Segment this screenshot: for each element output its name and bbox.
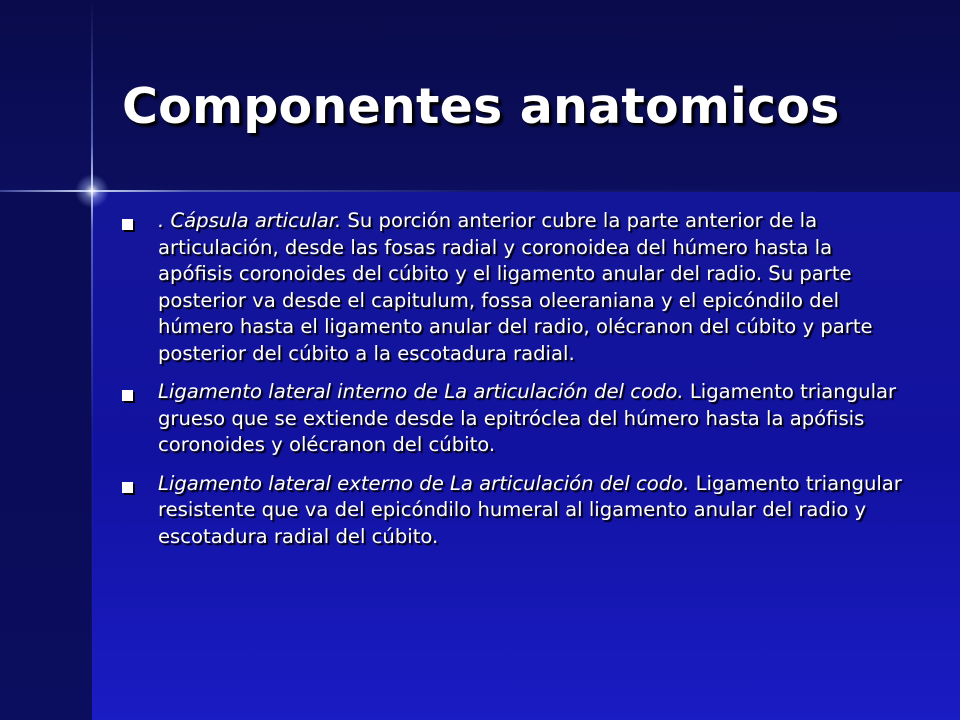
bullet-lead: . Cápsula articular.: [158, 209, 342, 232]
sparkle-icon: [72, 171, 112, 211]
bullet-body: Ligamento triangular grueso que se extiende desde la epitróclea del húmero hasta la apófisis coronoides y olécranon del cúbito.: [158, 380, 897, 456]
bullet-body: Ligamento triangular resistente que va del epicóndilo humeral al ligamento anular del radio y escotadura radial del cúbito.: [158, 471, 902, 548]
slide-left-band: [0, 192, 92, 720]
square-bullet-icon: [122, 390, 133, 401]
bullet-item-ligamento-interno: [120, 379, 910, 459]
decorative-horizontal-line: [0, 190, 960, 192]
bullet-item-capsula: [120, 208, 910, 367]
bullet-body: Su porción anterior cubre la parte anterior de la articulación, desde las fosas radial y coronoidea del húmero hasta la apófisis coronoides del cúbito y el ligamento anular del radio. Su parte posterior va desde el capitulum, fossa oleeraniana y el epicóndilo del húmero hasta el ligamento anular del radio, olécranon del cúbito y parte posterior del cúbito a la escotadura radial.: [158, 209, 873, 365]
square-bullet-icon: [122, 482, 133, 493]
bullet-lead: Ligamento lateral externo de La articulación del codo.: [158, 471, 690, 495]
square-bullet-icon: [122, 219, 133, 230]
decorative-vertical-line: [91, 0, 93, 720]
bullet-item-ligamento-externo: [120, 471, 910, 551]
slide-title: Componentes anatomicos: [122, 78, 840, 135]
bullet-list: [120, 208, 910, 562]
bullet-lead: Ligamento lateral interno de La articulación del codo.: [158, 380, 684, 403]
